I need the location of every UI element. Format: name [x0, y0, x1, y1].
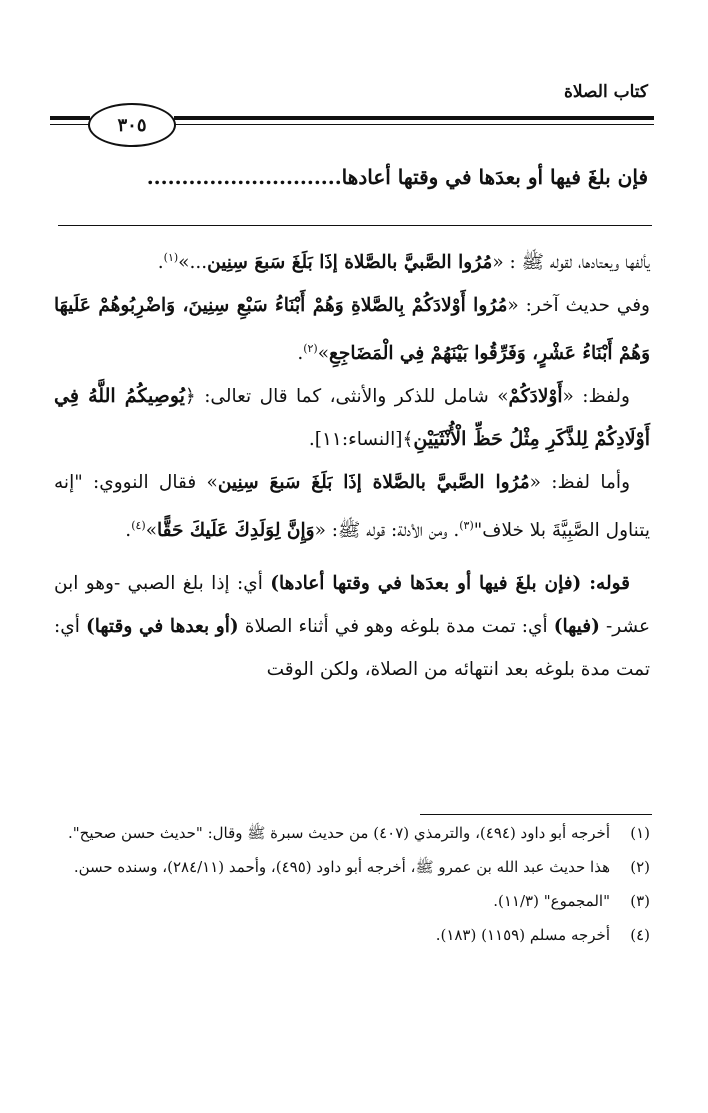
footnote-ref: (١) [163, 251, 179, 264]
hadith-quote: مُرُوا أَوْلادَكُمْ بِالصَّلاةِ وَهُمْ أَبْنَاءُ سَبْعِ سِنِينَ، وَاضْرِبُوهُمْ عَلَيهَا وَهُمْ أَبْنَاءُ عَشْرٍ، وَفَرِّقُوا بَيْنَهُمْ فِي الْمَضَاجِعِ [54, 295, 650, 365]
quran-verse: يُوصِيكُمُ اللَّهُ فِي أَوْلَادِكُمْ لِلذَّكَرِ مِثْلُ حَظِّ الْأُنْثَيَيْنِ [54, 385, 650, 451]
paragraph-3: ولفظ: «أَوْلادَكُمْ» شامل للذكر والأنثى، كما قال تعالى: ﴿يُوصِيكُمُ اللَّهُ فِي أَوْلَادِكُمْ لِلذَّكَرِ مِثْلُ حَظِّ الْأُنْثَيَيْنِ﴾[النساء:١١]. [54, 385, 650, 451]
footnote-item [54, 850, 650, 884]
footnote-ref: (٢) [303, 342, 318, 356]
footnote-text: "المجموع" (١١/٣). [493, 892, 610, 910]
footnote-ref: (٤) [131, 519, 146, 533]
footnote-item [54, 884, 650, 918]
matn-text: فإن بلغَ فيها أو بعدَها في وقتها أعادها............................ [146, 165, 648, 189]
paragraph-2: وفي حديث آخر: «مُرُوا أَوْلادَكُمْ بِالصَّلاةِ وَهُمْ أَبْنَاءُ سَبْعِ سِنِينَ، وَاضْرِبُوهُمْ عَلَيهَا وَهُمْ أَبْنَاءُ عَشْرٍ، وَفَرِّقُوا بَيْنَهُمْ فِي الْمَضَاجِعِ»$^{(٢)}$. [54, 295, 650, 365]
footnote-text: هذا حديث عبد الله بن عمرو ﷺ، أخرجه أبو داود (٤٩٥)، وأحمد (٢٨٤/١١)، وسنده حسن. [73, 858, 610, 876]
matn-citation: قوله: (فإن بلغَ فيها أو بعدَها في وقتها أعادها) [270, 573, 630, 595]
chapter-title: كتاب الصلاة [563, 82, 648, 102]
header-rule-left-thin [50, 124, 90, 125]
hadith-quote: مُرُوا الصَّبيَّ بالصَّلاة إذَا بَلَغَ سَبعَ سِنِين [207, 252, 493, 274]
footnote-item [54, 918, 650, 952]
page-number: ٣٠٥ [117, 114, 147, 136]
footnote-number: (١) [630, 824, 650, 842]
footnotes [54, 816, 650, 952]
quoted-word: أَوْلادَكُمْ [508, 386, 563, 408]
footnote-ref: (٣) [459, 519, 474, 533]
hadith-quote: مُرُوا الصَّبيَّ بالصَّلاة إذَا بَلَغَ سَبعَ سِنِين [217, 472, 530, 494]
hadith-quote: وَإِنَّ لِوَلَدِكَ عَلَيكَ حَقًّا [157, 520, 315, 542]
matn-divider [58, 225, 652, 226]
footnote-number: (٢) [630, 858, 650, 876]
header-rule-right [174, 116, 654, 120]
header-rule-right-thin [174, 124, 654, 125]
commentary-body [54, 236, 650, 691]
header-rule-left [50, 116, 90, 120]
paragraph-5: قوله: (فإن بلغَ فيها أو بعدَها في وقتها أعادها) أي: إذا بلغ الصبي -وهو ابن عشر- (فيها) أي: تمت مدة بلوغه وهو في أثناء الصلاة (أو بعدها في وقتها) أي: تمت مدة بلوغه بعد انتهائه من الصلاة، ولكن الوقت [54, 573, 650, 681]
footnote-number: (٤) [630, 926, 650, 944]
paragraph-4: وأما لفظ: «مُرُوا الصَّبيَّ بالصَّلاة إذَا بَلَغَ سَبعَ سِنِين» فقال النووي: "إنه يتناول الصَّبِيَّةَ بلا خلاف"$^{(٣)}$. ومن الأدلة: قوله ﷺ: «وَإِنَّ لِوَلَدِكَ عَلَيكَ حَقًّا»$^{(٤)}$. [54, 472, 650, 542]
paragraph-1: يألفها ويعتادها، لقوله ﷺ : «مُرُوا الصَّبيَّ بالصَّلاة إذَا بَلَغَ سَبعَ سِنِين...»$^{(١)}$. [157, 251, 650, 274]
footnote-text: أخرجه مسلم (١١٥٩) (١٨٣). [435, 926, 610, 944]
footnote-item [54, 816, 650, 850]
footnote-divider [420, 814, 652, 815]
footnote-text: أخرجه أبو داود (٤٩٤)، والترمذي (٤٠٧) من حديث سبرة ﷺ وقال: "حديث حسن صحيح". [67, 824, 610, 842]
footnote-number: (٣) [630, 892, 650, 910]
page-number-badge [88, 103, 176, 147]
